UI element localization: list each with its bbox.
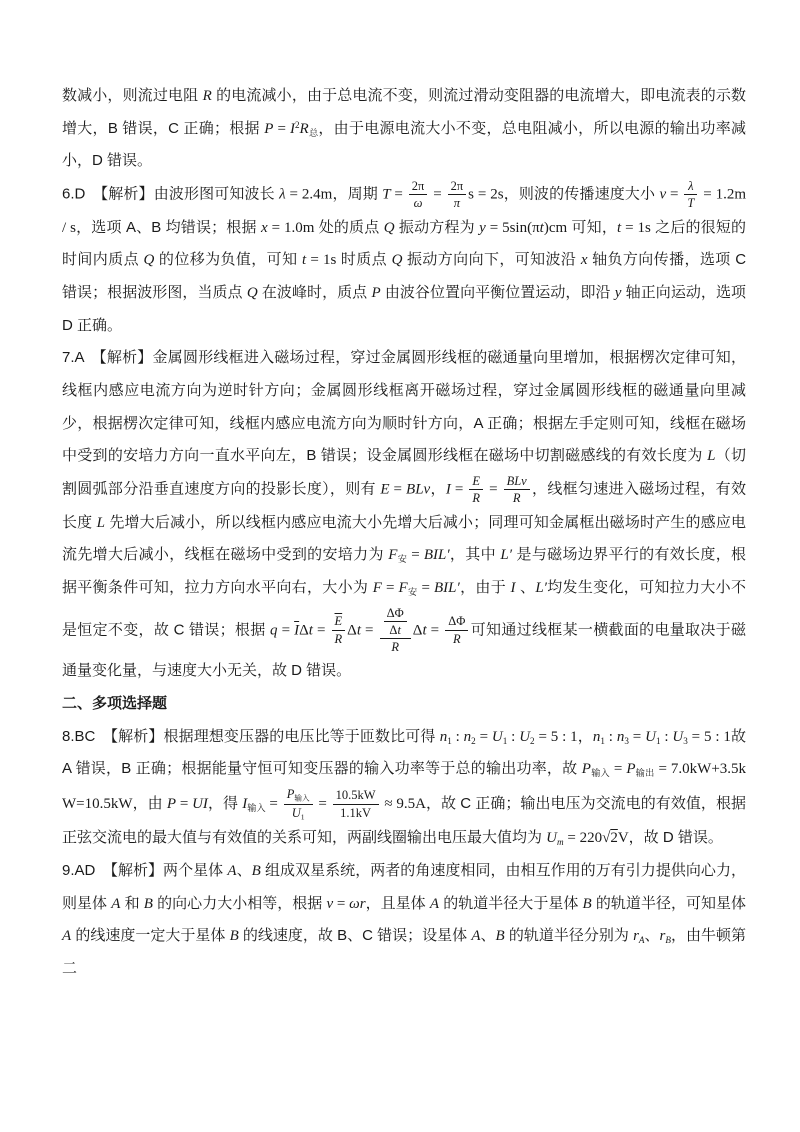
- math-subscripted: $P_{输入}$: [581, 761, 610, 779]
- math-variable: B: [229, 928, 239, 945]
- math-subscripted: $P_{输入}$: [286, 787, 310, 803]
- text-run: 振动方向向下，可知波沿: [402, 251, 581, 269]
- math-variable: B: [582, 895, 592, 912]
- text-run: 的位移为负值，可知: [154, 251, 303, 269]
- math-subscripted: $n_3$: [616, 728, 629, 746]
- math-variable: ωr: [349, 895, 366, 912]
- math-subscripted: $n_1$: [592, 728, 605, 746]
- math-run: =: [609, 761, 627, 778]
- math-variable: R: [391, 640, 399, 655]
- math-run: = 1s: [306, 252, 337, 269]
- math-variable: B: [495, 928, 505, 945]
- math-variable: λ: [688, 179, 694, 194]
- math-run: =: [628, 728, 646, 745]
- math-run: :: [451, 728, 464, 745]
- text-run: 9.AD 【解析】两个星体: [62, 861, 228, 879]
- text-run: 组成双星系统，两者的角速度相同，由相互作用的万有引力提供向心力，则星体: [62, 861, 747, 912]
- math-run: = 1.2m / s: [62, 186, 746, 236]
- math-variable: t: [302, 252, 307, 269]
- math-variable: t: [397, 622, 401, 637]
- math-run: =: [475, 728, 492, 745]
- text-run: ，: [577, 727, 593, 745]
- math-run: =: [429, 186, 446, 203]
- math-fraction: [409, 178, 428, 212]
- text-run: ，选项 A、B 均错误；根据: [75, 218, 261, 236]
- math-variable: T: [382, 186, 391, 203]
- math-run: 1.1kV: [340, 805, 372, 820]
- text-run: ，: [430, 480, 446, 498]
- text-run: ，故 C 正确；输出电压为交流电的有效值，根据正弦交流电的最大值与有效值的关系可知，两副线圈输出电压最大值均为: [62, 795, 747, 847]
- math-fraction: [384, 605, 407, 639]
- text-run: 的线速度，故 B、C 错误；设星体: [238, 927, 472, 945]
- math-run: =: [265, 796, 282, 813]
- math-variable: L: [707, 448, 716, 465]
- math-variable: L′: [535, 579, 547, 596]
- answer-8: [62, 721, 746, 855]
- text-run: 7.A 【解析】金属圆形线框进入磁场过程，穿过金属圆形线框的磁通量向里增加，根据楞次定律可知，线框内感应电流方向为逆时针方向；金属圆形线框离开磁场过程，穿过金属圆形线框的磁通量向里减少，根据楞次定律可知，线框内感应电流方向为顺时针方向，A 正确；根据左手定则可知，线框在磁场中受到的安培力方向一直水平向左，B 错误；设金属圆形线框在磁场中切割磁感线的有效长度为: [62, 349, 746, 465]
- text-run: 之后的很短的时间内质点: [62, 218, 746, 269]
- text-run: 是与磁场边界平行的有效长度，根据平衡条件可知，拉力方向水平向右，大小为: [62, 546, 747, 596]
- text-run: 可知，: [567, 218, 617, 236]
- math-subscripted: $U_1$: [491, 728, 508, 746]
- heading-text: 二、多项选择题: [62, 695, 168, 713]
- math-variable: ω: [413, 196, 423, 211]
- text-run: ，得: [207, 795, 243, 813]
- math-run: = 1.0m: [267, 219, 315, 236]
- text-run: ，故 D 错误。: [628, 829, 723, 847]
- math-variable: A: [429, 895, 440, 912]
- math-run: =: [314, 796, 331, 813]
- math-run: = 5 : 1: [687, 728, 731, 745]
- math-variable: I: [445, 481, 451, 498]
- text-run: 和: [120, 894, 144, 912]
- text-run: 的轨道半径，可知星体: [591, 894, 747, 912]
- math-subscripted: $U_2$: [519, 728, 535, 746]
- text-run: 由波谷位置向平衡位置运动，即沿: [380, 283, 615, 301]
- text-run: 6.D 【解析】由波形图可知波长: [62, 185, 280, 203]
- math-variable: t: [422, 621, 427, 638]
- math-subscripted: $r_A$: [633, 928, 645, 946]
- math-run: = 220: [563, 830, 603, 847]
- math-subscripted: $I_{输入}$: [242, 796, 266, 814]
- math-variable: R: [202, 88, 212, 104]
- text-run: 轴正向运动，选项 D 正确。: [62, 283, 747, 334]
- math-variable: π: [453, 196, 460, 211]
- document-content: [62, 80, 746, 986]
- math-run: =: [273, 120, 290, 137]
- text-run: 、: [480, 927, 496, 945]
- math-variable: I: [510, 579, 516, 596]
- math-run: s = 2s: [468, 186, 504, 203]
- math-fraction: [469, 473, 483, 507]
- section-heading-multiple-choice: [62, 688, 746, 721]
- math-subscripted: $U_3$: [672, 728, 688, 746]
- math-variable: λ: [279, 186, 286, 203]
- math-fraction: [284, 786, 313, 822]
- math-variable: Q: [391, 252, 403, 269]
- text-run: 均发生变化，可知拉力大小不是恒定不变，故 C 错误；根据: [62, 578, 746, 638]
- math-variable: A: [111, 895, 121, 912]
- math-run: ≈ 9.5A: [380, 796, 426, 813]
- math-variable: v: [659, 186, 667, 203]
- math-subscripted: $U_m$: [546, 830, 564, 848]
- answer-5-continuation: [62, 80, 746, 178]
- math-fraction: [684, 178, 697, 212]
- math-variable: L: [96, 514, 105, 531]
- answer-6: [62, 178, 746, 342]
- math-run: ΔΦ: [386, 605, 404, 620]
- math-variable: v: [326, 895, 334, 912]
- text-run: ，且星体: [365, 894, 430, 912]
- text-run: 数减小，则流过电阻: [62, 87, 203, 104]
- text-run: ，则波的传播速度大小: [503, 185, 660, 203]
- math-variable: y: [614, 284, 622, 301]
- text-run: 故 A 错误，B 正确；根据能量守恒可知变压器的输入功率等于总的输出功率，故: [62, 727, 746, 778]
- math-variable: x: [580, 252, 588, 269]
- math-subscripted: $F_安$: [398, 579, 418, 598]
- math-run: =: [426, 621, 444, 638]
- math-variable: BLv: [406, 481, 431, 498]
- math-variable: Q: [383, 219, 395, 236]
- math-variable: R: [472, 491, 481, 506]
- answer-9: [62, 855, 746, 986]
- math-fraction: [380, 605, 411, 656]
- math-variable: T: [687, 196, 695, 211]
- math-run: 2π: [450, 179, 464, 194]
- math-run: = 5sin(π: [485, 219, 540, 236]
- text-run: 轴负方向传播，选项 C 错误；根据波形图，当质点: [62, 251, 747, 301]
- math-subscripted: $n_2$: [463, 728, 476, 746]
- text-run: 、: [515, 578, 536, 596]
- math-subscripted: $R_总$: [299, 120, 319, 138]
- math-variable: R: [334, 631, 343, 646]
- math-run: :: [604, 728, 617, 745]
- math-subscripted: $n_1$: [439, 728, 452, 746]
- math-variable: t: [617, 219, 622, 236]
- math-fraction: [448, 178, 467, 212]
- math-variable: y: [479, 219, 486, 236]
- math-variable: Q: [246, 284, 258, 301]
- math-run: =: [417, 579, 434, 596]
- math-subscripted: $U_1$: [291, 805, 305, 822]
- math-run: Δ: [412, 621, 423, 638]
- math-variable: A: [227, 862, 237, 879]
- math-variable: BLv: [506, 474, 527, 489]
- math-run: =: [333, 895, 350, 912]
- text-run: 振动方程为: [394, 218, 480, 236]
- math-run: :: [507, 728, 520, 745]
- text-run: 的电流减小，由于总电流不变，则流过滑动变阻器的电流增大，即电流表的示数增大，B 错误，C 正确；根据: [62, 87, 746, 137]
- math-run: Δ: [389, 622, 398, 637]
- math-run: = 5 : 1: [534, 728, 578, 745]
- text-run: 、: [236, 861, 252, 879]
- text-run: 时质点: [336, 251, 392, 269]
- math-run: = 2.4m: [285, 186, 333, 203]
- math-variable: R: [452, 631, 461, 646]
- text-run: 先增大后减小，所以线框内感应电流大小先增大后减小；同理可知金属框出磁场时产生的感应电流先增大后减小，线框在磁场中受到的安培力为: [62, 513, 746, 564]
- math-variable: B: [251, 862, 261, 879]
- math-run: =: [389, 481, 407, 498]
- math-fraction: [333, 787, 379, 821]
- math-run: =: [666, 186, 683, 203]
- math-run: = 1s: [621, 219, 651, 236]
- text-run: 的轨道半径大于星体: [439, 894, 583, 912]
- math-variable: F: [372, 579, 382, 596]
- math-overline: $\overline{E}$: [334, 614, 343, 629]
- math-superscripted: $I^2$: [289, 119, 300, 137]
- answer-7: [62, 342, 746, 688]
- math-run: :: [660, 728, 673, 745]
- math-run: =: [407, 547, 424, 564]
- math-run: =: [312, 621, 330, 638]
- math-variable: R: [512, 491, 521, 506]
- math-variable: x: [260, 219, 268, 236]
- math-variable: A: [471, 928, 481, 945]
- math-run: = 7.0kW+3.5kW=10.5kW: [62, 761, 747, 813]
- text-run: 在波峰时，质点: [257, 283, 372, 301]
- math-variable: BIL′: [423, 547, 450, 564]
- math-run: =: [390, 186, 407, 203]
- math-variable: P: [264, 120, 274, 137]
- text-run: ，线框匀速进入磁场过程，有效长度: [62, 480, 746, 531]
- math-subscripted: $F_安$: [388, 547, 408, 565]
- text-run: ，周期: [332, 185, 383, 203]
- text-run: ，由于: [459, 578, 511, 596]
- math-variable: Q: [143, 252, 155, 269]
- math-variable: t: [356, 621, 361, 638]
- text-run: 的线速度一定大于星体: [71, 927, 230, 945]
- math-variable: UI: [192, 796, 208, 813]
- text-run: 8.BC 【解析】根据理想变压器的电压比等于匝数比可得: [62, 727, 440, 745]
- math-variable: P: [166, 796, 177, 813]
- math-run: )cm: [543, 219, 568, 236]
- math-fraction: [445, 613, 468, 647]
- math-fraction: [332, 613, 346, 647]
- text-run: ，其中: [449, 546, 501, 564]
- math-variable: E: [380, 481, 390, 498]
- math-overline: $\overline{I}$: [294, 621, 300, 638]
- math-subscripted: $U_1$: [645, 728, 661, 746]
- math-variable: E: [472, 474, 481, 489]
- math-variable: B: [143, 895, 153, 912]
- text-run: 的轨道半径分别为: [504, 927, 634, 945]
- math-run: V: [617, 830, 629, 847]
- math-subscripted: $r_B$: [659, 928, 671, 946]
- math-variable: BIL′: [434, 579, 460, 596]
- math-run: Δ: [347, 621, 357, 638]
- math-variable: q: [270, 621, 278, 638]
- text-run: （切割圆弧部分沿垂直速度方向的投影长度），则有: [62, 447, 746, 498]
- text-run: 的向心力大小相等，根据: [152, 894, 327, 912]
- math-sqrt: √2: [602, 830, 618, 847]
- text-run: 可知通过线框某一横截面的电量取决于磁通量变化量，与速度大小无关，故 D 错误。: [62, 620, 746, 680]
- text-run: ，由牛顿第二: [62, 927, 746, 977]
- math-run: =: [277, 621, 295, 638]
- text-run: 处的质点: [314, 218, 384, 236]
- math-subscripted: $P_{输出}$: [626, 761, 655, 779]
- math-run: =: [450, 481, 468, 498]
- math-fraction: [504, 473, 530, 507]
- text-run: 、: [644, 927, 660, 945]
- text-run: ，由于电源电流大小不变，总电阻减小，所以电源的输出功率减小，D 错误。: [62, 119, 746, 170]
- math-run: =: [361, 621, 378, 638]
- math-variable: t: [308, 621, 313, 638]
- math-run: 2π: [411, 179, 425, 194]
- math-variable: t: [539, 219, 544, 236]
- math-run: =: [176, 796, 193, 813]
- math-variable: L′: [500, 547, 513, 564]
- math-run: =: [485, 481, 502, 498]
- math-run: ΔΦ: [448, 614, 466, 629]
- math-run: 10.5kW: [335, 788, 376, 803]
- math-run: Δ: [299, 621, 309, 638]
- math-run: =: [381, 579, 399, 596]
- text-run: ，由: [132, 795, 167, 813]
- math-variable: A: [62, 928, 72, 945]
- math-variable: P: [371, 284, 381, 301]
